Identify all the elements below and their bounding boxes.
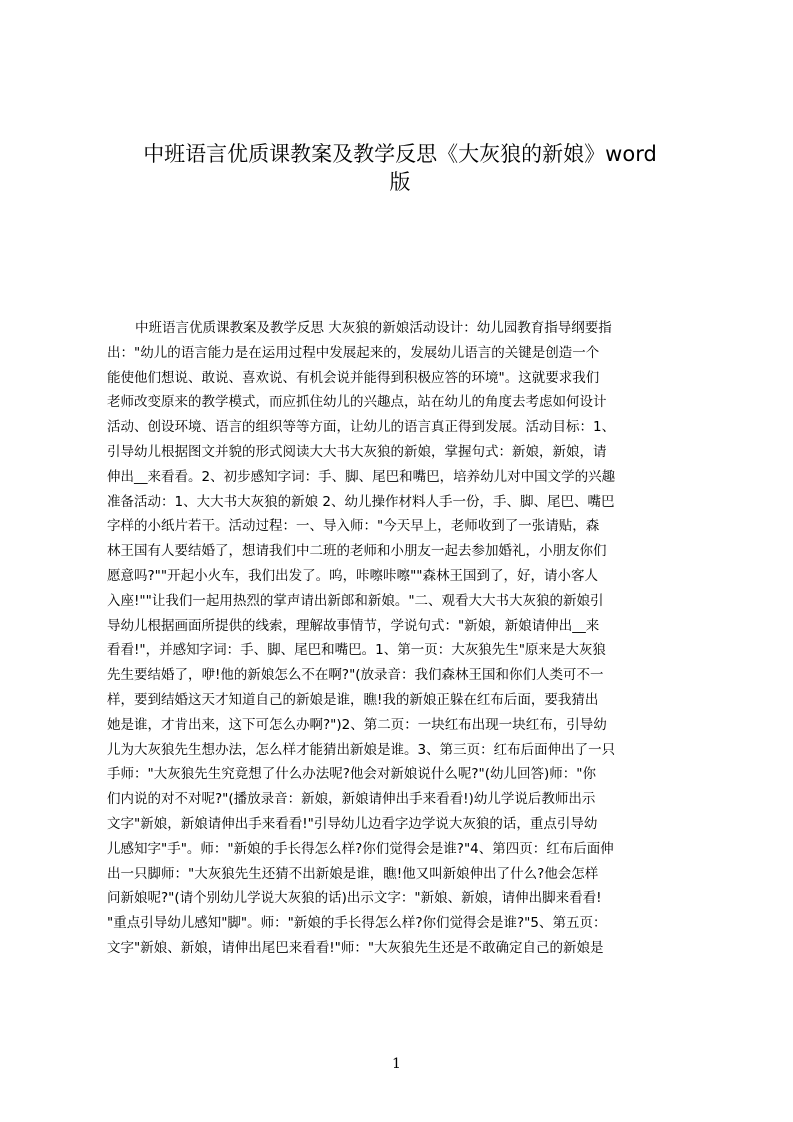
body-line: 导幼儿根据画面所提供的线索，理解故事情节，学说句式："新娘，新娘请伸出__来 xyxy=(107,617,600,634)
body-line: 能使他们想说、敢说、喜欢说、有机会说并能得到积极应答的环境"。这就要求我们 xyxy=(107,369,600,386)
title-line-1: 中班语言优质课教案及教学反思《大灰狼的新娘》word xyxy=(143,142,657,166)
body-paragraph xyxy=(107,316,697,961)
body-line: 文字"新娘、新娘，请伸出尾巴来看看!"师："大灰狼先生还是不敢确定自己的新娘是 xyxy=(107,939,604,956)
body-line: "重点引导幼儿感知"脚"。师："新娘的手长得怎么样?你们觉得会是谁?"5、第五页： xyxy=(107,915,607,932)
body-line: 字样的小纸片若干。活动过程：一、导入师："今天早上，老师收到了一张请贴，森 xyxy=(107,518,600,535)
body-line: 林王国有人要结婚了，想请我们中二班的老师和小朋友一起去参加婚礼，小朋友你们 xyxy=(107,543,607,560)
body-line: 中班语言优质课教案及教学反思 大灰狼的新娘活动设计：幼儿园教育指导纲要指 xyxy=(135,320,612,336)
body-line: 问新娘呢?"(请个别幼儿学说大灰狼的话)出示文字："新娘、新娘，请伸出脚来看看! xyxy=(107,890,602,907)
body-line: 伸出__来看看。2、初步感知字词：手、脚、尾巴和嘴巴，培养幼儿对中国文学的兴趣 xyxy=(107,468,616,485)
body-line: 愿意吗?""开起小火车，我们出发了。呜，咔嚓咔嚓""森林王国到了，好，请小客人 xyxy=(107,567,599,584)
body-line: 入座!""让我们一起用热烈的掌声请出新郎和新娘。"二、观看大大书大灰狼的新娘引 xyxy=(107,592,604,609)
body-line: 她是谁，才肯出来，这下可怎么办啊?")2、第二页：一块红布出现一块红布，引导幼 xyxy=(107,716,607,733)
body-line: 们内说的对不对呢?"(播放录音：新娘，新娘请伸出手来看看!)幼儿学说后教师出示 xyxy=(107,791,596,808)
body-line: 儿为大灰狼先生想办法，怎么样才能猜出新娘是谁。3、第三页：红布后面伸出了一只 xyxy=(107,741,616,758)
body-line: 儿感知字"手"。师："新娘的手长得怎么样?你们觉得会是谁?"4、第四页：红布后面伸 xyxy=(107,840,614,857)
body-line: 看看!"，并感知字词：手、脚、尾巴和嘴巴。1、第一页：大灰狼先生"原来是大灰狼 xyxy=(107,642,606,659)
body-line: 出："幼儿的语言能力是在运用过程中发展起来的，发展幼儿语言的关键是创造一个 xyxy=(107,344,600,361)
body-line: 出一只脚师："大灰狼先生还猜不出新娘是谁，瞧!他又叫新娘伸出了什么?他会怎样 xyxy=(107,865,599,882)
body-line: 引导幼儿根据图文并貌的形式阅读大大书大灰狼的新娘，掌握句式：新娘，新娘，请 xyxy=(107,443,607,460)
body-line: 先生要结婚了，咿!他的新娘怎么不在啊?"(放录音：我们森林王国和你们人类可不一 xyxy=(107,667,604,684)
title-line-2: 版 xyxy=(389,170,411,194)
body-line: 文字"新娘，新娘请伸出手来看看!"引导幼儿边看字边学说大灰狼的话，重点引导幼 xyxy=(107,815,598,832)
body-line: 样，要到结婚这天才知道自己的新娘是谁，瞧!我的新娘正躲在红布后面，要我猜出 xyxy=(107,691,599,708)
body-line: 手师："大灰狼先生究竟想了什么办法呢?他会对新娘说什么呢?"(幼儿回答)师："你 xyxy=(107,766,596,783)
page-number: 1 xyxy=(392,1056,401,1072)
body-line: 准备活动：1、大大书大灰狼的新娘 2、幼儿操作材料人手一份，手、脚、尾巴、嘴巴 xyxy=(107,493,615,510)
body-line: 活动、创设环境、语言的组织等等方面，让幼儿的语言真正得到发展。活动目标：1、 xyxy=(107,419,616,436)
document-title xyxy=(100,140,700,196)
body-line: 老师改变原来的教学模式，而应抓住幼儿的兴趣点，站在幼儿的角度去考虑如何设计 xyxy=(107,394,607,411)
